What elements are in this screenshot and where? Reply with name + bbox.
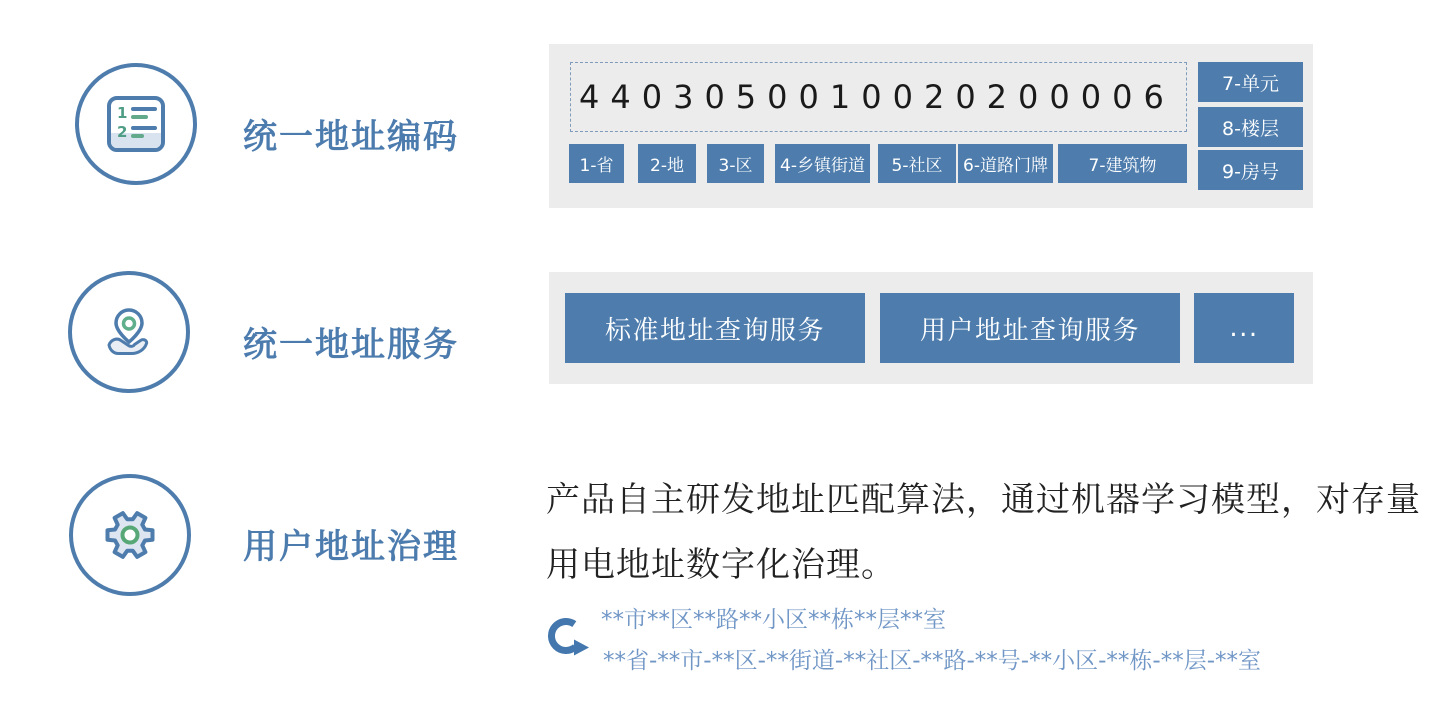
list-num-2: 2 [117, 123, 128, 141]
code-side-chip: 9-房号 [1198, 150, 1303, 190]
coding-feature-circle [75, 63, 197, 185]
governance-section-title: 用户地址治理 [243, 527, 459, 567]
service-button[interactable]: 用户地址查询服务 [880, 293, 1180, 363]
convert-arrow-icon [544, 611, 592, 661]
code-side-chip: 8-楼层 [1198, 107, 1303, 147]
service-button[interactable]: ... [1194, 293, 1294, 363]
hand-location-icon [101, 304, 157, 360]
address-code-box [570, 62, 1187, 132]
code-segment-chip: 1-省 [569, 144, 624, 183]
gear-icon [104, 509, 156, 561]
coding-panel [549, 44, 1313, 208]
code-segment-chip: 2-地 [638, 144, 696, 183]
governance-feature-circle [69, 474, 191, 596]
code-segment-chip: 7-建筑物 [1058, 144, 1187, 183]
service-panel [549, 272, 1313, 384]
code-segment-chip: 6-道路门牌 [958, 144, 1053, 183]
service-button[interactable]: 标准地址查询服务 [565, 293, 865, 363]
code-segment-chip: 3-区 [707, 144, 764, 183]
list-icon-rows [117, 106, 157, 144]
coding-section-title: 统一地址编码 [243, 117, 459, 157]
ordered-list-icon [107, 96, 165, 152]
governance-description-line2: 用电地址数字化治理。 [546, 545, 896, 585]
governance-example-result: **省-**市-**区-**街道-**社区-**路-**号-**小区-**栋-**层-**室 [603, 648, 1261, 674]
code-segment-chip: 5-社区 [878, 144, 956, 183]
service-section-title: 统一地址服务 [243, 325, 459, 365]
service-feature-circle [68, 271, 190, 393]
list-num-1: 1 [117, 104, 128, 122]
code-side-chip: 7-单元 [1198, 62, 1303, 102]
governance-example-source: **市**区**路**小区**栋**层**室 [601, 607, 946, 633]
address-code-digits: 4403050010020200006 [579, 78, 1175, 116]
code-segment-chip: 4-乡镇街道 [775, 144, 870, 183]
governance-description-line1: 产品自主研发地址匹配算法，通过机器学习模型，对存量 [546, 480, 1421, 520]
